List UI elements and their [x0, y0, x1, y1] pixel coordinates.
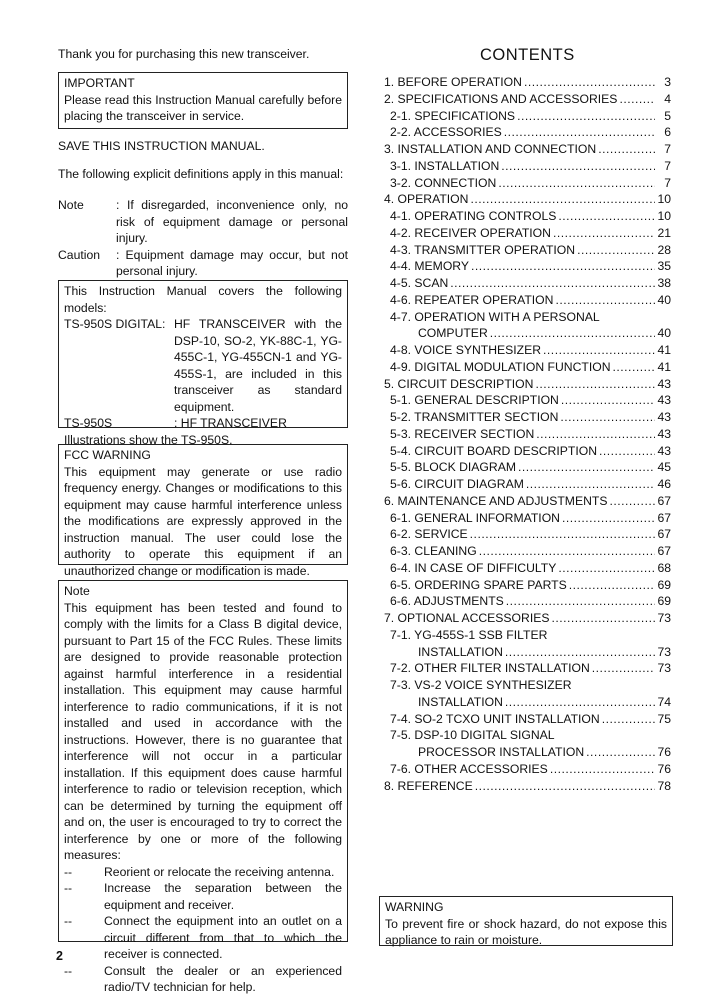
- toc-leader: [517, 108, 655, 125]
- toc-entry-title: 4-2. RECEIVER OPERATION: [390, 225, 551, 240]
- toc-leader: [560, 409, 655, 426]
- toc-entry: [384, 292, 671, 309]
- toc-entry-page: 43: [657, 426, 671, 441]
- toc-entry: [384, 409, 671, 426]
- toc-entry: [384, 141, 671, 158]
- toc-leader: [602, 711, 655, 728]
- toc-entry-title: 5. CIRCUIT DESCRIPTION: [384, 376, 534, 391]
- measure-text: Reorient or relocate the receiving antenna.: [104, 864, 335, 879]
- toc-entry: [384, 325, 671, 342]
- toc-leader: [506, 593, 655, 610]
- warning-heading: WARNING: [385, 900, 444, 914]
- fcc-warning-box: [58, 444, 348, 578]
- toc-entry: [384, 91, 671, 108]
- toc-entry: [384, 711, 671, 728]
- toc-entry-title: 8. REFERENCE: [384, 778, 473, 793]
- toc-entry-title: 4-3. TRANSMITTER OPERATION: [390, 242, 576, 257]
- toc-entry-title: 7-4. SO-2 TCXO UNIT INSTALLATION: [390, 711, 600, 726]
- toc-leader: [558, 208, 655, 225]
- toc-entry-page: 43: [657, 410, 671, 424]
- toc-entry: [384, 225, 671, 242]
- measure-item: [64, 864, 342, 881]
- toc-entry-title: 4. OPERATION: [384, 192, 469, 207]
- toc-entry-page: 76: [657, 745, 671, 759]
- toc-entry-title: 7-1. YG-455S-1 SSB FILTER: [390, 627, 548, 642]
- intro-text: Thank you for purchasing this new transceiver.: [58, 47, 310, 61]
- toc-leader: [609, 493, 655, 510]
- toc-leader: [450, 275, 655, 292]
- toc-entry: [384, 359, 671, 376]
- save-notice: SAVE THIS INSTRUCTION MANUAL.: [58, 139, 265, 153]
- warning-box: [379, 896, 673, 946]
- toc-leader: [586, 744, 655, 761]
- toc-entry-title: 2-2. ACCESSORIES: [390, 125, 502, 140]
- toc-entry: [384, 593, 671, 610]
- toc-entry-page: 21: [657, 225, 671, 240]
- toc-entry: [384, 108, 671, 125]
- fcc-note-text: This equipment has been tested and found to comply with the limits for a Class B digital device, pursuant to Part 15 of the FCC Rules. These limits are designed to provide reasonable protection against harmful interference in a residential installation. This equipment may cause harmful interference to radio communications, if it is not installed and used in accordance with the instructions. However, there is no guarantee that interference will not occur in a particular installation. If this equipment does cause harmful interference to radio or television reception, which can be determined by turning the equipment off and on, the user is encouraged to try to correct the interference by one or more of the following measures:: [64, 600, 342, 862]
- toc-leader: [498, 175, 655, 192]
- toc-entry: [384, 376, 671, 393]
- toc-entry-title: 5-2. TRANSMITTER SECTION: [390, 410, 559, 424]
- toc-leader: [471, 258, 655, 275]
- toc-entry-page: 43: [657, 393, 671, 408]
- toc-entry: [384, 392, 671, 409]
- toc-leader: [619, 91, 655, 108]
- toc-leader: [470, 526, 655, 543]
- toc-entry-title: 6-3. CLEANING: [390, 544, 477, 558]
- toc-leader: [479, 543, 655, 560]
- toc-entry-page: 38: [657, 276, 671, 290]
- toc-entry: [384, 74, 671, 91]
- toc-entry-title: 4-4. MEMORY: [390, 259, 470, 274]
- toc-entry: [384, 510, 671, 527]
- important-heading: IMPORTANT: [64, 76, 135, 90]
- model-digital-desc: HF TRANSCEIVER with the DSP-10, SO-2, YK-88C-1, YG-455C-1, YG-455CN-1 and YG-455S-1, are included in this transceiver as standard equipment.: [174, 317, 342, 414]
- toc-entry-page: 45: [657, 460, 671, 475]
- bullet-dash: --: [64, 914, 73, 928]
- toc-entry-page: 67: [657, 527, 671, 542]
- toc-entry-page: 68: [657, 560, 671, 575]
- toc-entry-title: 6-5. ORDERING SPARE PARTS: [390, 577, 567, 592]
- important-box: [58, 72, 348, 129]
- toc-leader: [470, 191, 655, 208]
- toc-entry: [384, 275, 671, 292]
- toc-entry-page: 7: [664, 142, 671, 156]
- toc-entry-page: 43: [657, 443, 671, 458]
- toc-entry-page: 4: [664, 91, 671, 106]
- toc-entry-page: 40: [657, 292, 671, 307]
- toc-entry-title: PROCESSOR INSTALLATION: [418, 745, 585, 759]
- toc-entry: [384, 175, 671, 192]
- toc-entry-title: COMPUTER: [418, 326, 488, 341]
- bullet-dash: --: [64, 864, 73, 879]
- toc-entry-page: 46: [657, 477, 671, 491]
- toc-entry: [384, 124, 671, 141]
- toc-entry-title: 3-2. CONNECTION: [390, 175, 497, 190]
- toc-entry-title: INSTALLATION: [418, 644, 503, 659]
- toc-entry: [384, 778, 671, 795]
- toc-entry-page: 73: [657, 644, 671, 659]
- toc-entry-page: 28: [657, 242, 671, 257]
- toc-entry-page: 74: [657, 694, 671, 709]
- toc-entry: [384, 309, 671, 326]
- measure-item: [64, 880, 342, 913]
- toc-leader: [475, 778, 655, 795]
- contents-title: CONTENTS: [480, 46, 575, 64]
- toc-entry-title: 2-1. SPECIFICATIONS: [390, 108, 516, 123]
- toc-entry-title: 7. OPTIONAL ACCESSORIES: [384, 611, 550, 625]
- toc-entry-title: 4-9. DIGITAL MODULATION FUNCTION: [390, 359, 611, 374]
- model-digital-name: TS-950S DIGITAL:: [64, 317, 166, 331]
- toc-entry-title: 7-6. OTHER ACCESSORIES: [390, 761, 548, 776]
- toc-leader: [555, 292, 655, 309]
- toc-entry-page: 69: [657, 594, 671, 609]
- toc-entry-page: 10: [657, 209, 671, 223]
- toc-entry-page: 73: [657, 661, 671, 676]
- toc-leader: [553, 225, 655, 242]
- measure-item: [64, 963, 342, 996]
- toc-entry: [384, 526, 671, 543]
- toc-leader: [551, 610, 655, 627]
- toc-entry-title: 4-7. OPERATION WITH A PERSONAL: [390, 309, 600, 324]
- toc-entry-page: 40: [657, 326, 671, 341]
- toc-entry: [384, 761, 671, 778]
- toc-entry-title: 7-5. DSP-10 DIGITAL SIGNAL: [390, 728, 555, 743]
- toc-entry-title: 4-6. REPEATER OPERATION: [390, 292, 554, 307]
- toc-entry-title: 5-6. CIRCUIT DIAGRAM: [390, 477, 524, 491]
- toc-leader: [504, 124, 655, 141]
- toc-leader: [550, 761, 655, 778]
- definition-note: [58, 197, 348, 247]
- toc-entry: [384, 258, 671, 275]
- toc-entry-title: 7-2. OTHER FILTER INSTALLATION: [390, 661, 590, 676]
- toc-entry: [384, 610, 671, 627]
- toc-entry: [384, 493, 671, 510]
- toc-entry: [384, 627, 671, 644]
- toc-entry-page: 5: [664, 108, 671, 123]
- toc-entry-page: 73: [657, 611, 671, 625]
- model-standard-name: TS-950S: [64, 416, 113, 430]
- toc-entry-page: 6: [664, 125, 671, 140]
- toc-entry: [384, 443, 671, 460]
- toc-leader: [558, 560, 655, 577]
- toc-leader: [577, 242, 655, 259]
- measure-text: Increase the separation between the equipment and receiver.: [104, 881, 342, 912]
- toc-entry-title: 2. SPECIFICATIONS AND ACCESSORIES: [384, 91, 618, 106]
- toc-leader: [561, 392, 655, 409]
- toc-entry-page: 41: [657, 343, 671, 357]
- model-standard: [64, 415, 342, 432]
- measure-item: [64, 913, 342, 963]
- models-intro: This Instruction Manual covers the following models:: [64, 284, 342, 315]
- illustrations-note: Illustrations show the TS-950S.: [64, 432, 233, 447]
- toc-entry-title: 5-4. CIRCUIT BOARD DESCRIPTION: [390, 443, 597, 458]
- toc-entry-title: 3-1. INSTALLATION: [390, 158, 500, 173]
- definitions-intro: The following explicit definitions apply in this manual:: [58, 167, 344, 181]
- fcc-warning-heading: FCC WARNING: [64, 448, 151, 462]
- toc-entry-title: 1. BEFORE OPERATION: [384, 75, 522, 89]
- fcc-warning-text: This equipment may generate or use radio frequency energy. Changes or modifications to this equipment may cause harmful interference unless the modifications are expressly approved in the instruction manual. The user could lose the authority to operate this equipment if an unauthorized change or modification is made.: [64, 464, 342, 578]
- toc-entry-page: 43: [657, 376, 671, 391]
- toc-entry: [384, 158, 671, 175]
- toc-leader: [490, 325, 655, 342]
- toc-entry: [384, 426, 671, 443]
- definitions-list: [58, 197, 348, 280]
- toc-entry: [384, 560, 671, 577]
- toc-leader: [613, 359, 655, 376]
- warning-text: To prevent fire or shock hazard, do not expose this appliance to rain or moisture.: [385, 916, 667, 947]
- toc-leader: [518, 459, 655, 476]
- toc-entry-title: 7-3. VS-2 VOICE SYNTHESIZER: [390, 678, 572, 692]
- toc-entry-title: 3. INSTALLATION AND CONNECTION: [384, 142, 597, 156]
- toc-entry: [384, 543, 671, 560]
- toc-entry-page: 35: [657, 259, 671, 274]
- fcc-note-heading: Note: [64, 584, 90, 598]
- toc-entry: [384, 677, 671, 694]
- toc-entry-title: 5-1. GENERAL DESCRIPTION: [390, 393, 559, 408]
- toc-entry: [384, 476, 671, 493]
- toc-entry: [384, 644, 671, 661]
- table-of-contents: [384, 74, 671, 794]
- toc-leader: [536, 426, 655, 443]
- models-box: [58, 280, 348, 447]
- toc-entry: [384, 577, 671, 594]
- toc-entry-page: 41: [657, 359, 671, 374]
- toc-leader: [569, 577, 655, 594]
- toc-entry-title: 6. MAINTENANCE AND ADJUSTMENTS: [384, 493, 608, 508]
- toc-entry: [384, 660, 671, 677]
- toc-leader: [562, 510, 655, 527]
- bullet-dash: --: [64, 881, 73, 895]
- toc-entry: [384, 242, 671, 259]
- toc-entry: [384, 459, 671, 476]
- toc-leader: [598, 141, 655, 158]
- toc-entry: [384, 727, 671, 744]
- toc-entry-page: 7: [664, 175, 671, 190]
- toc-entry-title: 5-5. BLOCK DIAGRAM: [390, 460, 516, 475]
- toc-leader: [526, 476, 655, 493]
- fcc-note-box: [58, 580, 348, 994]
- model-digital: [64, 316, 342, 415]
- toc-leader: [505, 644, 655, 661]
- measure-text: Consult the dealer or an experienced radio/TV technician for help.: [104, 963, 342, 994]
- toc-entry: [384, 191, 671, 208]
- definition-caution: [58, 247, 348, 280]
- definition-desc: : Equipment damage may occur, but not personal injury.: [116, 247, 348, 278]
- toc-leader: [592, 660, 655, 677]
- definition-desc: : If disregarded, inconvenience only, no risk of equipment damage or personal injury.: [116, 198, 348, 245]
- toc-entry-page: 76: [657, 761, 671, 776]
- bullet-dash: --: [64, 963, 73, 978]
- toc-entry-page: 3: [664, 75, 671, 89]
- toc-entry-page: 78: [657, 778, 671, 793]
- toc-entry-page: 67: [657, 493, 671, 508]
- toc-entry-title: 6-1. GENERAL INFORMATION: [390, 510, 560, 525]
- toc-entry-page: 67: [657, 544, 671, 558]
- toc-entry-title: 4-8. VOICE SYNTHESIZER: [390, 343, 542, 357]
- toc-entry-title: 4-5. SCAN: [390, 276, 449, 290]
- toc-entry-page: 67: [657, 510, 671, 525]
- measure-text: Connect the equipment into an outlet on a circuit different from that to which the receiver is connected.: [104, 914, 342, 961]
- toc-entry-title: INSTALLATION: [418, 694, 503, 709]
- important-text: Please read this Instruction Manual carefully before placing the transceiver in service.: [64, 92, 342, 123]
- toc-entry: [384, 694, 671, 711]
- toc-leader: [599, 443, 655, 460]
- toc-leader: [501, 158, 655, 175]
- toc-entry-page: 69: [657, 577, 671, 592]
- page-number: 2: [56, 949, 63, 963]
- toc-entry-page: 10: [657, 192, 671, 207]
- toc-leader: [543, 342, 655, 359]
- toc-leader: [505, 694, 655, 711]
- toc-entry-page: 75: [657, 711, 671, 726]
- toc-entry-page: 7: [664, 158, 671, 173]
- definition-term: Note: [58, 198, 84, 212]
- toc-entry-title: 6-4. IN CASE OF DIFFICULTY: [390, 560, 557, 575]
- toc-entry-title: 5-3. RECEIVER SECTION: [390, 426, 535, 441]
- definition-term: Caution: [58, 247, 101, 262]
- toc-leader: [524, 74, 655, 91]
- toc-entry: [384, 208, 671, 225]
- toc-entry-title: 6-6. ADJUSTMENTS: [390, 594, 504, 609]
- model-standard-desc: : HF TRANSCEIVER: [174, 416, 287, 430]
- toc-entry: [384, 342, 671, 359]
- toc-leader: [535, 376, 655, 393]
- toc-entry-title: 4-1. OPERATING CONTROLS: [390, 209, 557, 223]
- toc-entry-title: 6-2. SERVICE: [390, 527, 468, 542]
- toc-entry: [384, 744, 671, 761]
